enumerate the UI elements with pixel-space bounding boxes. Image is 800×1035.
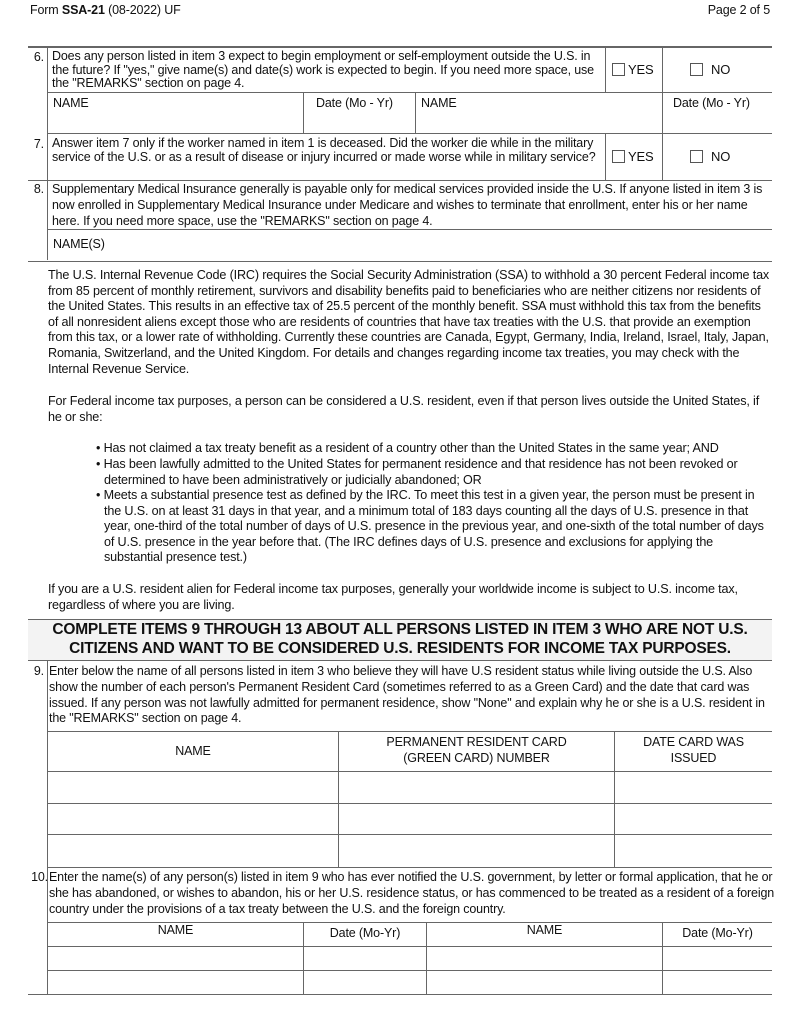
item-9-row-1-date-input[interactable] <box>615 772 772 802</box>
item-6-name-2-input[interactable] <box>416 110 661 132</box>
card-header-line-2: (GREEN CARD) NUMBER <box>403 751 550 765</box>
form-prefix: Form <box>30 3 62 17</box>
item-10-row-2-date-2-input[interactable] <box>663 971 772 993</box>
criteria-bullet-2: • Has been lawfully admitted to the United States for permanent residence and that residence has not been revoked or determined to have been administratively or judicially abandoned; OR <box>96 457 738 487</box>
item-10-row-1-date-2-input[interactable] <box>663 947 772 969</box>
item-10-text: Enter the name(s) of any person(s) listed in item 9 who has ever notified the U.S. government, by letter or formal application, that he or she has abandoned, or wishes to abandon, his or her U.S. residence status, or has commenced to be treated as a resident of a foreign country under the provisions of a tax treaty between the U.S. and the foreign country. <box>49 870 775 916</box>
item-6-name-1-input[interactable] <box>48 110 302 132</box>
criteria-bullet-3: • Meets a substantial presence test as defined by the IRC. To meet this test in a given year, the person must be present in the U.S. on at least 31 days in that year, and a minimum total of 183 days counting all the days of U.S. presence in that year, one-third of the total number of days of U.S. presence in the previous year, and one-sixth of the total number of days of U.S. presence in the year before that. (The IRC defines days of U.S. presence and exclusions for applying the substantial presence test.) <box>96 488 764 565</box>
item-9-row-2-card-input[interactable] <box>339 804 614 834</box>
item-10-row-2-name-input[interactable] <box>48 971 303 993</box>
date-header-line-1: DATE CARD WAS <box>643 735 744 749</box>
item-9-date-header <box>615 734 772 766</box>
item-9-row-3-name-input[interactable] <box>48 835 338 866</box>
item-6-yes-checkbox[interactable] <box>612 62 654 77</box>
item-9-row-2-name-input[interactable] <box>48 804 338 834</box>
item-9-card-header <box>339 734 614 766</box>
checkbox-icon <box>612 150 625 163</box>
item-10-date-header-2: Date (Mo-Yr) <box>682 926 753 940</box>
item-6-name-col-1: NAME <box>53 96 89 110</box>
banner-line-1: COMPLETE ITEMS 9 THROUGH 13 ABOUT ALL PERSONS LISTED IN ITEM 3 WHO ARE NOT U.S. <box>52 621 748 638</box>
item-9-name-header: NAME <box>175 744 211 758</box>
item-8-number: 8. <box>33 182 44 196</box>
item-6-date-1-input[interactable] <box>304 110 414 132</box>
item-6-date-col-1: Date (Mo - Yr) <box>316 96 393 110</box>
checkbox-icon <box>690 63 703 76</box>
yes-label: YES <box>628 149 654 164</box>
item-10-row-2-name-2-input[interactable] <box>427 971 662 993</box>
section-banner <box>28 620 772 660</box>
item-8-names-label: NAME(S) <box>53 237 105 251</box>
item-10-row-1-date-input[interactable] <box>304 947 426 969</box>
item-10-name-header-2: NAME <box>526 923 563 937</box>
item-8-names-input[interactable] <box>110 231 770 259</box>
item-9-row-2-date-input[interactable] <box>615 804 772 834</box>
page-number: Page 2 of 5 <box>707 3 770 17</box>
banner-line-2: CITIZENS AND WANT TO BE CONSIDERED U.S. RESIDENTS FOR INCOME TAX PURPOSES. <box>69 640 731 657</box>
item-10-number: 10. <box>31 870 48 884</box>
item-9-row-3-card-input[interactable] <box>339 835 614 866</box>
checkbox-icon <box>690 150 703 163</box>
checkbox-icon <box>612 63 625 76</box>
item-7-no-checkbox[interactable] <box>690 149 730 164</box>
item-10-date-header-1: Date (Mo-Yr) <box>329 926 401 940</box>
no-label: NO <box>711 62 731 77</box>
item-10-name-header-1: NAME <box>157 923 194 937</box>
item-9-row-3-date-input[interactable] <box>615 835 772 866</box>
date-header-line-2: ISSUED <box>670 751 717 765</box>
item-9-row-1-name-input[interactable] <box>48 772 338 802</box>
item-8-text: Supplementary Medical Insurance generally is payable only for medical services provided inside the U.S. If anyone listed in item 3 is now enrolled in Supplementary Medical Insurance under Medicare and wishes to terminate that enrollment, enter his or her name here. If you need more space, use the "REMARKS" section on page 4. <box>52 182 763 228</box>
item-6-no-checkbox[interactable] <box>690 62 730 77</box>
item-10-row-1-name-input[interactable] <box>48 947 303 969</box>
item-9-number: 9. <box>33 664 44 678</box>
irc-withholding-paragraph: The U.S. Internal Revenue Code (IRC) requires the Social Security Administration (SSA) to withhold a 30 percent Federal income tax from 85 percent of monthly retirement, survivors and disability benefits paid to beneficiaries who are neither citizens nor residents of the United States. This results in an effective tax of 25.5 percent of the monthly benefit. SSA must withhold this tax from the benefits of all nonresident aliens except those who are residents of countries that have tax treaties with the U.S. that provide an exemption from this tax, or a lower rate of withholding. Currently these countries are Canada, Egypt, Germany, India, Ireland, Israel, Italy, Japan, Romania, Switzerland, and the United Kingdom. For details and changes regarding income tax treaties, you may check with the Internal Revenue Service. <box>48 268 770 376</box>
form-version: (08-2022) UF <box>104 3 181 17</box>
item-6-date-2-input[interactable] <box>663 110 771 132</box>
item-9-text: Enter below the name of all persons listed in item 3 who believe they will have U.S resident status while living outside the U.S. Also show the number of each person's Permanent Resident Card (sometimes referred to as a Green Card) and the date that card was issued. If any person was not lawfully admitted for permanent residence, show "None" and explain why he or she is a U.S. resident in the "REMARKS" section on page 4. <box>49 664 765 726</box>
form-number: SSA-21 <box>61 3 105 17</box>
item-7-question: Answer item 7 only if the worker named in item 1 is deceased. Did the worker die while in the military service of the U.S. or as a result of disease or injury incurred or made worse while in military service? <box>52 136 596 164</box>
item-7-yes-checkbox[interactable] <box>612 149 654 164</box>
item-6-question: Does any person listed in item 3 expect to begin employment or self-employment outside the U.S. in the future? If "yes," give name(s) and date(s) work is expected to begin. If you need more space, use the "REMARKS" section on page 4. <box>52 49 594 90</box>
item-10-row-1-name-2-input[interactable] <box>427 947 662 969</box>
form-id <box>30 3 181 17</box>
resident-definition-paragraph: For Federal income tax purposes, a person can be considered a U.S. resident, even if that person lives outside the United States, if he or she: <box>48 394 760 424</box>
item-10-row-2-date-input[interactable] <box>304 971 426 993</box>
item-9-row-1-card-input[interactable] <box>339 772 614 802</box>
yes-label: YES <box>628 62 654 77</box>
no-label: NO <box>711 149 731 164</box>
card-header-line-1: PERMANENT RESIDENT CARD <box>386 735 567 749</box>
item-6-number: 6. <box>33 50 44 64</box>
resident-alien-paragraph: If you are a U.S. resident alien for Federal income tax purposes, generally your worldwide income is subject to U.S. income tax, regardless of where you are living. <box>48 582 738 612</box>
item-6-name-col-2: NAME <box>421 96 457 110</box>
item-6-date-col-2: Date (Mo - Yr) <box>673 96 750 110</box>
criteria-bullet-1: • Has not claimed a tax treaty benefit as a resident of a country other than the United States in the same year; AND <box>96 441 719 455</box>
item-7-number: 7. <box>33 137 44 151</box>
